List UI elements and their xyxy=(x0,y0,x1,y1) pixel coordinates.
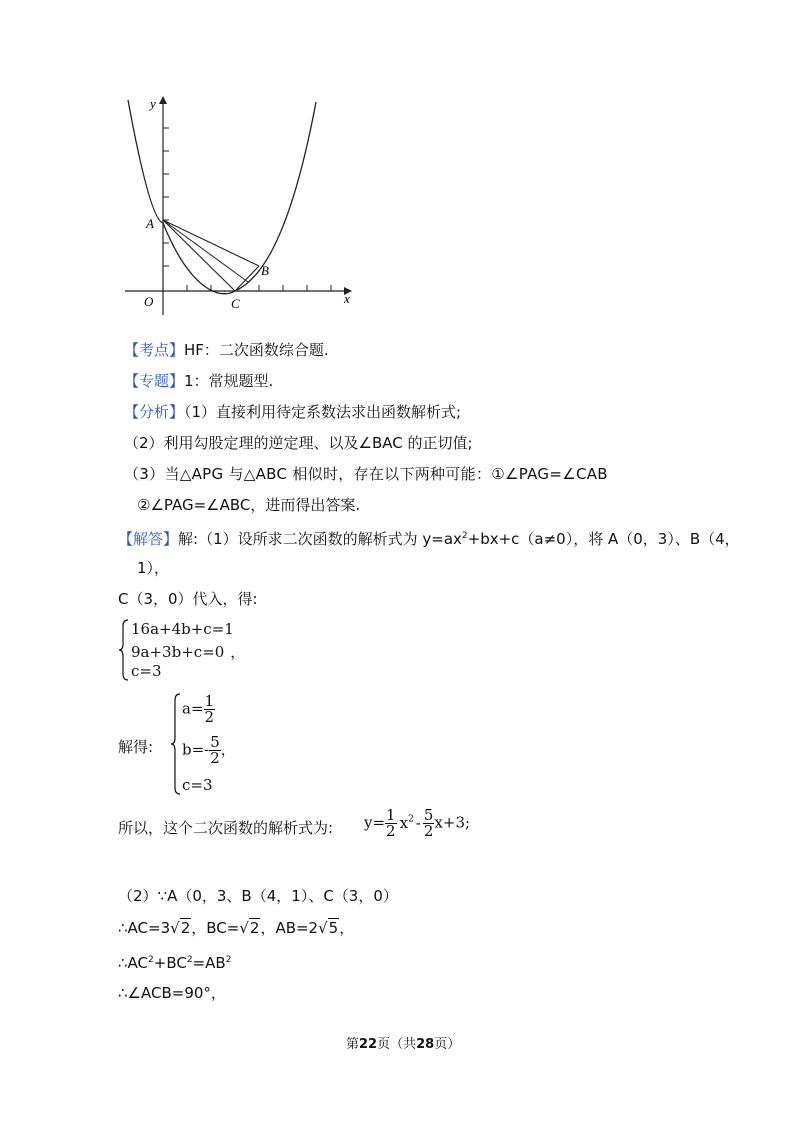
eq-f2-den: 2 xyxy=(423,822,434,840)
jieda-tag: 【解答】 xyxy=(118,530,179,548)
sys2-b-frac xyxy=(209,735,221,766)
sys2-a-frac xyxy=(204,694,216,725)
fenxi-line-4: ②∠PAG=∠ABC，进而得出答案. xyxy=(137,496,361,514)
sys1-eq1: 16a+4b+c=1 xyxy=(131,620,234,638)
p2-ab: ，AB=2 xyxy=(260,919,319,937)
p2-r3: 5 xyxy=(328,919,339,937)
p2-3c: =AB xyxy=(192,954,226,972)
label-a: A xyxy=(146,216,154,231)
p2-3s3: 2 xyxy=(225,955,232,965)
zhuanti-line xyxy=(124,371,273,391)
sys2-b-lhs: b=- xyxy=(182,740,210,759)
p2-bc: ，BC= xyxy=(191,919,240,937)
jieda-line-2: 1）， xyxy=(137,559,170,577)
sys2-c-line: c=3 xyxy=(182,776,213,794)
parabola-figure xyxy=(120,90,360,320)
p2-line-2 xyxy=(118,918,354,938)
footer-total: 28 xyxy=(416,1037,435,1052)
p2-3s2: 2 xyxy=(186,955,193,965)
label-x: x xyxy=(344,291,350,306)
p2-3b: +BC xyxy=(153,954,187,972)
sys2-a-den: 2 xyxy=(204,708,215,726)
fenxi-text-1: （1）直接利用待定系数法求出函数解析式; xyxy=(184,403,462,421)
eq-minus: - xyxy=(415,813,421,832)
eq-frac-2 xyxy=(423,808,435,839)
suoyi-label: 所以，这个二次函数的解析式为: xyxy=(118,819,334,837)
sqrt-icon: √ xyxy=(170,919,180,937)
footer-mid: 页（共 xyxy=(377,1037,417,1052)
sys1-eq3: c=3 xyxy=(131,662,162,680)
p2-line-4: ∴∠ACB=90°， xyxy=(118,984,226,1002)
parabola-curve xyxy=(128,100,316,294)
jieda-line-1 xyxy=(118,526,740,549)
eq-f1-den: 2 xyxy=(386,822,396,840)
sys2-b-num: 5 xyxy=(210,733,220,751)
eq-f1-num: 1 xyxy=(386,806,396,824)
fenxi-line-3: （3）当△APG 与△ABC 相似时，存在以下两种可能：①∠PAG=∠CAB xyxy=(124,465,608,483)
footer-page: 22 xyxy=(359,1037,378,1052)
segment-ac xyxy=(163,220,235,291)
jieda-text-1b: +bx+c（a≠0），将 A（0，3）、B（4， xyxy=(467,530,740,548)
sys2-a-line xyxy=(182,694,215,725)
p2-3s1: 2 xyxy=(148,955,154,965)
sys2-a-num: 1 xyxy=(204,692,215,710)
label-b: B xyxy=(261,263,269,278)
system-brace-1 xyxy=(118,618,130,682)
eq-x-sup: 2 xyxy=(408,814,414,825)
kaodian-tag: 【考点】 xyxy=(124,341,185,359)
label-o: O xyxy=(144,294,154,309)
label-c: C xyxy=(231,296,240,311)
page-footer xyxy=(346,1033,460,1052)
p2-ac: ∴AC=3 xyxy=(118,919,171,937)
final-equation xyxy=(364,808,470,839)
eq-f2-num: 5 xyxy=(423,806,434,824)
sys1-eq2-tail: ， xyxy=(230,643,246,661)
sys2-b-tail: ， xyxy=(220,740,236,759)
jieda-text-1a: 解:（1）设所求二次函数的解析式为 y=ax xyxy=(178,530,462,548)
eq-y: y= xyxy=(364,813,386,832)
footer-suffix: 页） xyxy=(434,1037,461,1052)
p2-line-1: （2）∵A（0，3、B（4，1）、C（3，0） xyxy=(118,887,398,905)
fenxi-line-2: （2）利用勾股定理的逆定理、以及∠BAC 的正切值; xyxy=(124,434,473,452)
fenxi-tag: 【分析】 xyxy=(124,403,185,421)
sys1-eq2-line xyxy=(131,641,245,662)
sys2-b-den: 2 xyxy=(210,749,220,767)
eq-x: x xyxy=(399,813,409,832)
jieda-sup: 2 xyxy=(461,531,468,541)
p2-3a: ∴AC xyxy=(118,954,149,972)
label-y: y xyxy=(150,96,156,111)
eq-frac-1 xyxy=(385,808,397,839)
zhuanti-text: 1：常规题型. xyxy=(184,372,274,390)
p2-r1: 2 xyxy=(180,919,191,937)
p2-comma: ， xyxy=(339,919,355,937)
zhuanti-tag: 【专题】 xyxy=(124,372,185,390)
p2-r2: 2 xyxy=(249,919,260,937)
fenxi-line-1 xyxy=(124,402,461,422)
sqrt-icon: √ xyxy=(318,919,328,937)
eq-tail: x+3; xyxy=(434,813,471,832)
sys2-b-line xyxy=(182,735,236,766)
kaodian-text: HF：二次函数综合题. xyxy=(184,341,329,359)
kaodian-line xyxy=(124,340,329,360)
jiede-label: 解得: xyxy=(118,738,154,756)
footer-prefix: 第 xyxy=(346,1037,360,1052)
segment-bc xyxy=(235,266,259,291)
segment-ab xyxy=(163,220,259,266)
sys1-eq2: 9a+3b+c=0 xyxy=(131,643,225,661)
p2-line-3 xyxy=(118,950,231,973)
sqrt-icon: √ xyxy=(239,919,249,937)
sys2-a-lhs: a= xyxy=(182,699,204,718)
system-brace-2 xyxy=(170,692,182,796)
jieda-line-3: C（3，0）代入，得: xyxy=(118,590,258,608)
